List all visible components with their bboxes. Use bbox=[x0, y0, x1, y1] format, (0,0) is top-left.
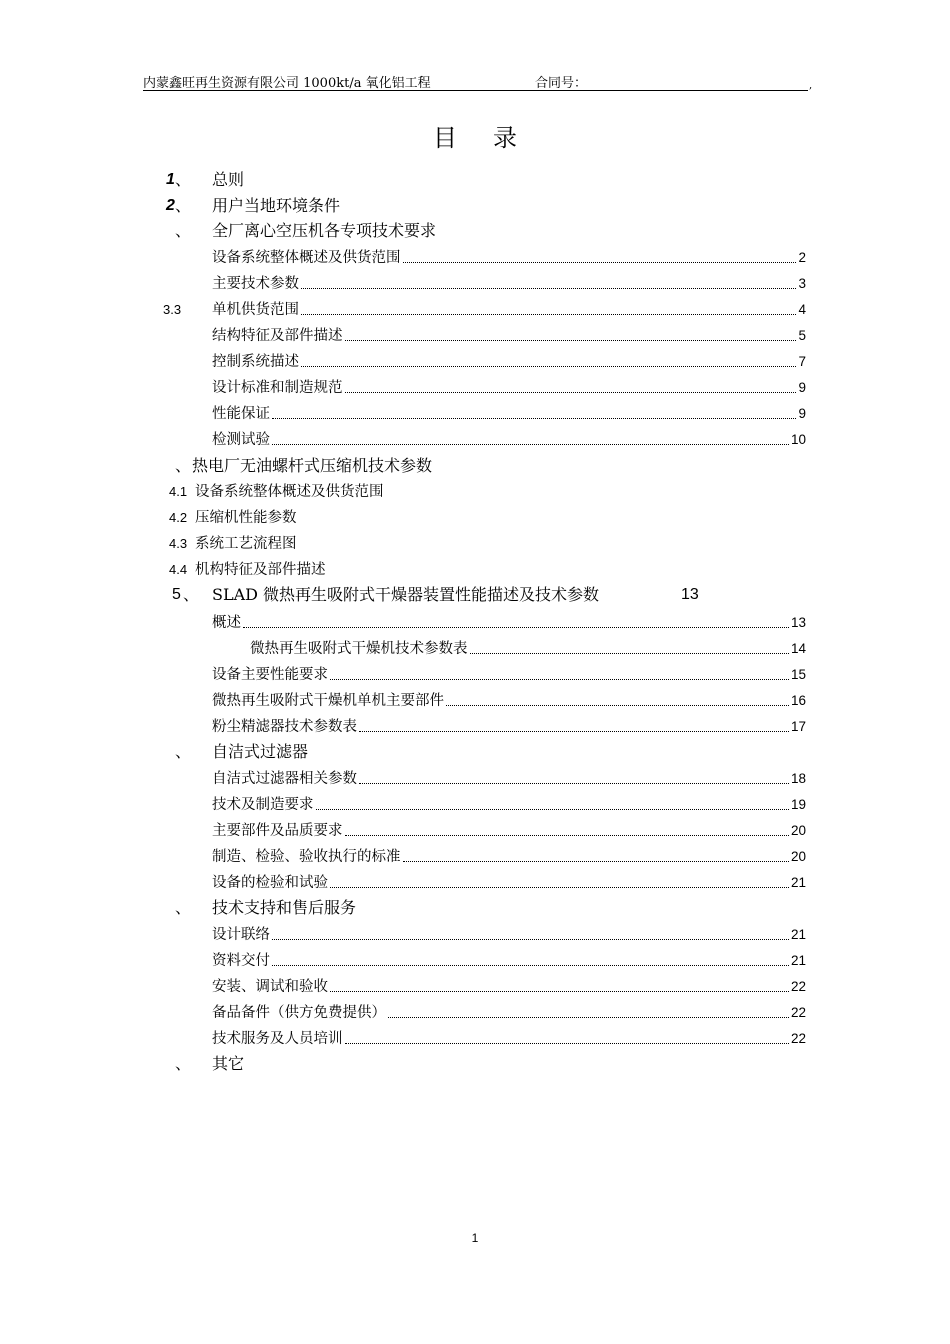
toc-entry-separator: 、 bbox=[175, 456, 192, 475]
toc-entry-text: 热电厂无油螺杆式压缩机技术参数 bbox=[192, 456, 433, 475]
toc-entry-text: 技术服务及人员培训 bbox=[212, 1031, 343, 1047]
toc-leader-dots bbox=[243, 626, 789, 628]
header-mark: , bbox=[809, 80, 813, 91]
toc-entry-page: 17 bbox=[790, 719, 806, 734]
toc-entry-text: 结构特征及部件描述 bbox=[212, 328, 343, 344]
toc-entry-text: 压缩机性能参数 bbox=[195, 510, 297, 526]
toc-entry-text: 技术支持和售后服务 bbox=[212, 898, 357, 917]
toc-leader-dots bbox=[345, 391, 797, 393]
toc-leader-dots bbox=[301, 365, 796, 367]
toc-leader-dots bbox=[446, 704, 789, 706]
toc-entry-text: 控制系统描述 bbox=[212, 354, 299, 370]
toc-entry-separator: 、 bbox=[175, 1054, 192, 1073]
toc-entry-page: 16 bbox=[790, 693, 806, 708]
toc-entry-text: 用户当地环境条件 bbox=[212, 196, 341, 215]
toc-entry-text: 概述 bbox=[212, 615, 241, 631]
header-company: 内蒙鑫旺再生资源有限公司 1000kt/a 氧化铝工程 bbox=[143, 76, 431, 91]
toc-entry-page: 2 bbox=[798, 250, 806, 265]
toc-leader-dots bbox=[301, 287, 796, 289]
toc-leader-dots bbox=[359, 782, 789, 784]
toc-entry-page: 14 bbox=[790, 641, 806, 656]
toc-entry-text: 制造、检验、验收执行的标准 bbox=[212, 849, 401, 865]
toc-entry-number: 3.3 bbox=[163, 302, 182, 317]
toc-entry-page: 20 bbox=[790, 849, 806, 864]
toc-entry-text: 总则 bbox=[212, 170, 245, 189]
toc-entry-text: 自洁式过滤器 bbox=[212, 742, 309, 761]
toc-leader-dots bbox=[403, 261, 797, 263]
toc-entry-page: 5 bbox=[798, 328, 806, 343]
toc-entry-number: 2 bbox=[166, 197, 175, 214]
toc-entry-page: 9 bbox=[798, 380, 806, 395]
toc-entry-number: 5 bbox=[172, 586, 181, 603]
toc-entry-page: 4 bbox=[798, 302, 806, 317]
toc-entry-text: 检测试验 bbox=[212, 432, 270, 448]
toc-leader-dots bbox=[388, 1016, 789, 1018]
page-title: 目录 bbox=[433, 124, 553, 152]
toc-entry-text: 技术及制造要求 bbox=[212, 797, 314, 813]
toc-leader-dots bbox=[330, 886, 789, 888]
toc-entry-text: 粉尘精滤器技术参数表 bbox=[212, 719, 357, 735]
header-contract-label: 合同号： bbox=[535, 76, 588, 91]
toc-entry-text: 微热再生吸附式干燥机技术参数表 bbox=[250, 641, 468, 657]
toc-entry-text: 设备主要性能要求 bbox=[212, 667, 328, 683]
toc-entry-number: 4.2 bbox=[169, 510, 188, 525]
toc-leader-dots bbox=[359, 730, 789, 732]
toc-entry-number: 4.4 bbox=[169, 562, 188, 577]
toc-entry-text: 微热再生吸附式干燥机单机主要部件 bbox=[212, 693, 444, 709]
toc-entry-page: 22 bbox=[790, 1031, 806, 1046]
toc-entry-page: 13 bbox=[681, 586, 699, 603]
toc-leader-dots bbox=[330, 990, 789, 992]
toc-entry-page: 21 bbox=[790, 875, 806, 890]
toc-entry-page: 7 bbox=[798, 354, 806, 369]
toc-entry-text: 性能保证 bbox=[212, 406, 270, 422]
toc-entry-page: 21 bbox=[790, 927, 806, 942]
toc-entry-page: 19 bbox=[790, 797, 806, 812]
toc-entry-text: 自洁式过滤器相关参数 bbox=[212, 771, 357, 787]
toc-entry-text: SLAD 微热再生吸附式干燥器装置性能描述及技术参数 bbox=[212, 585, 600, 604]
toc-entry-page: 9 bbox=[798, 406, 806, 421]
toc-entry-separator: 、 bbox=[175, 196, 192, 215]
toc-entry-text: 机构特征及部件描述 bbox=[195, 562, 326, 578]
toc-leader-dots bbox=[272, 964, 789, 966]
toc-entry-text: 设备系统整体概述及供货范围 bbox=[195, 484, 384, 500]
toc-entry-page: 22 bbox=[790, 979, 806, 994]
toc-entry-text: 主要部件及品质要求 bbox=[212, 823, 343, 839]
toc-entry-page: 10 bbox=[790, 432, 806, 447]
toc-entry-text: 设计标准和制造规范 bbox=[212, 380, 343, 396]
toc-entry-text: 设计联络 bbox=[212, 927, 270, 943]
toc-entry-separator: 、 bbox=[175, 170, 192, 189]
toc-entry-text: 系统工艺流程图 bbox=[195, 536, 297, 552]
toc-entry-text: 单机供货范围 bbox=[212, 302, 299, 318]
toc-entry-text: 资料交付 bbox=[212, 953, 270, 969]
toc-entry-separator: 、 bbox=[175, 898, 192, 917]
toc-entry-separator: 、 bbox=[175, 221, 192, 240]
toc-entry-separator: 、 bbox=[183, 585, 200, 604]
toc-entry-number: 4.3 bbox=[169, 536, 188, 551]
toc-entry-page: 21 bbox=[790, 953, 806, 968]
toc-leader-dots bbox=[345, 1042, 789, 1044]
toc-entry-number: 4.1 bbox=[169, 484, 188, 499]
toc-entry-text: 其它 bbox=[212, 1054, 245, 1073]
toc-leader-dots bbox=[272, 443, 789, 445]
toc-leader-dots bbox=[272, 417, 796, 419]
toc-entry-page: 15 bbox=[790, 667, 806, 682]
toc-entry-page: 3 bbox=[798, 276, 806, 291]
toc-entry-text: 全厂离心空压机各专项技术要求 bbox=[212, 221, 437, 240]
toc-leader-dots bbox=[316, 808, 789, 810]
toc-entry-text: 安装、调试和验收 bbox=[212, 979, 328, 995]
toc-entry-number: 1 bbox=[166, 171, 175, 188]
toc-leader-dots bbox=[403, 860, 789, 862]
toc-entry-page: 13 bbox=[790, 615, 806, 630]
toc-leader-dots bbox=[301, 313, 796, 315]
toc-leader-dots bbox=[345, 339, 797, 341]
toc-entry-text: 主要技术参数 bbox=[212, 276, 299, 292]
toc-entry-text: 设备系统整体概述及供货范围 bbox=[212, 250, 401, 266]
toc-entry-separator: 、 bbox=[175, 742, 192, 761]
toc-entry-text: 设备的检验和试验 bbox=[212, 875, 328, 891]
toc-leader-dots bbox=[345, 834, 789, 836]
toc-leader-dots bbox=[272, 938, 789, 940]
toc-entry-page: 20 bbox=[790, 823, 806, 838]
toc-entry-text: 备品备件（供方免费提供） bbox=[212, 1005, 386, 1021]
toc-leader-dots bbox=[470, 652, 789, 654]
page-number: 1 bbox=[471, 1231, 479, 1245]
toc-entry-page: 22 bbox=[790, 1005, 806, 1020]
toc-entry-page: 18 bbox=[790, 771, 806, 786]
toc-leader-dots bbox=[330, 678, 789, 680]
